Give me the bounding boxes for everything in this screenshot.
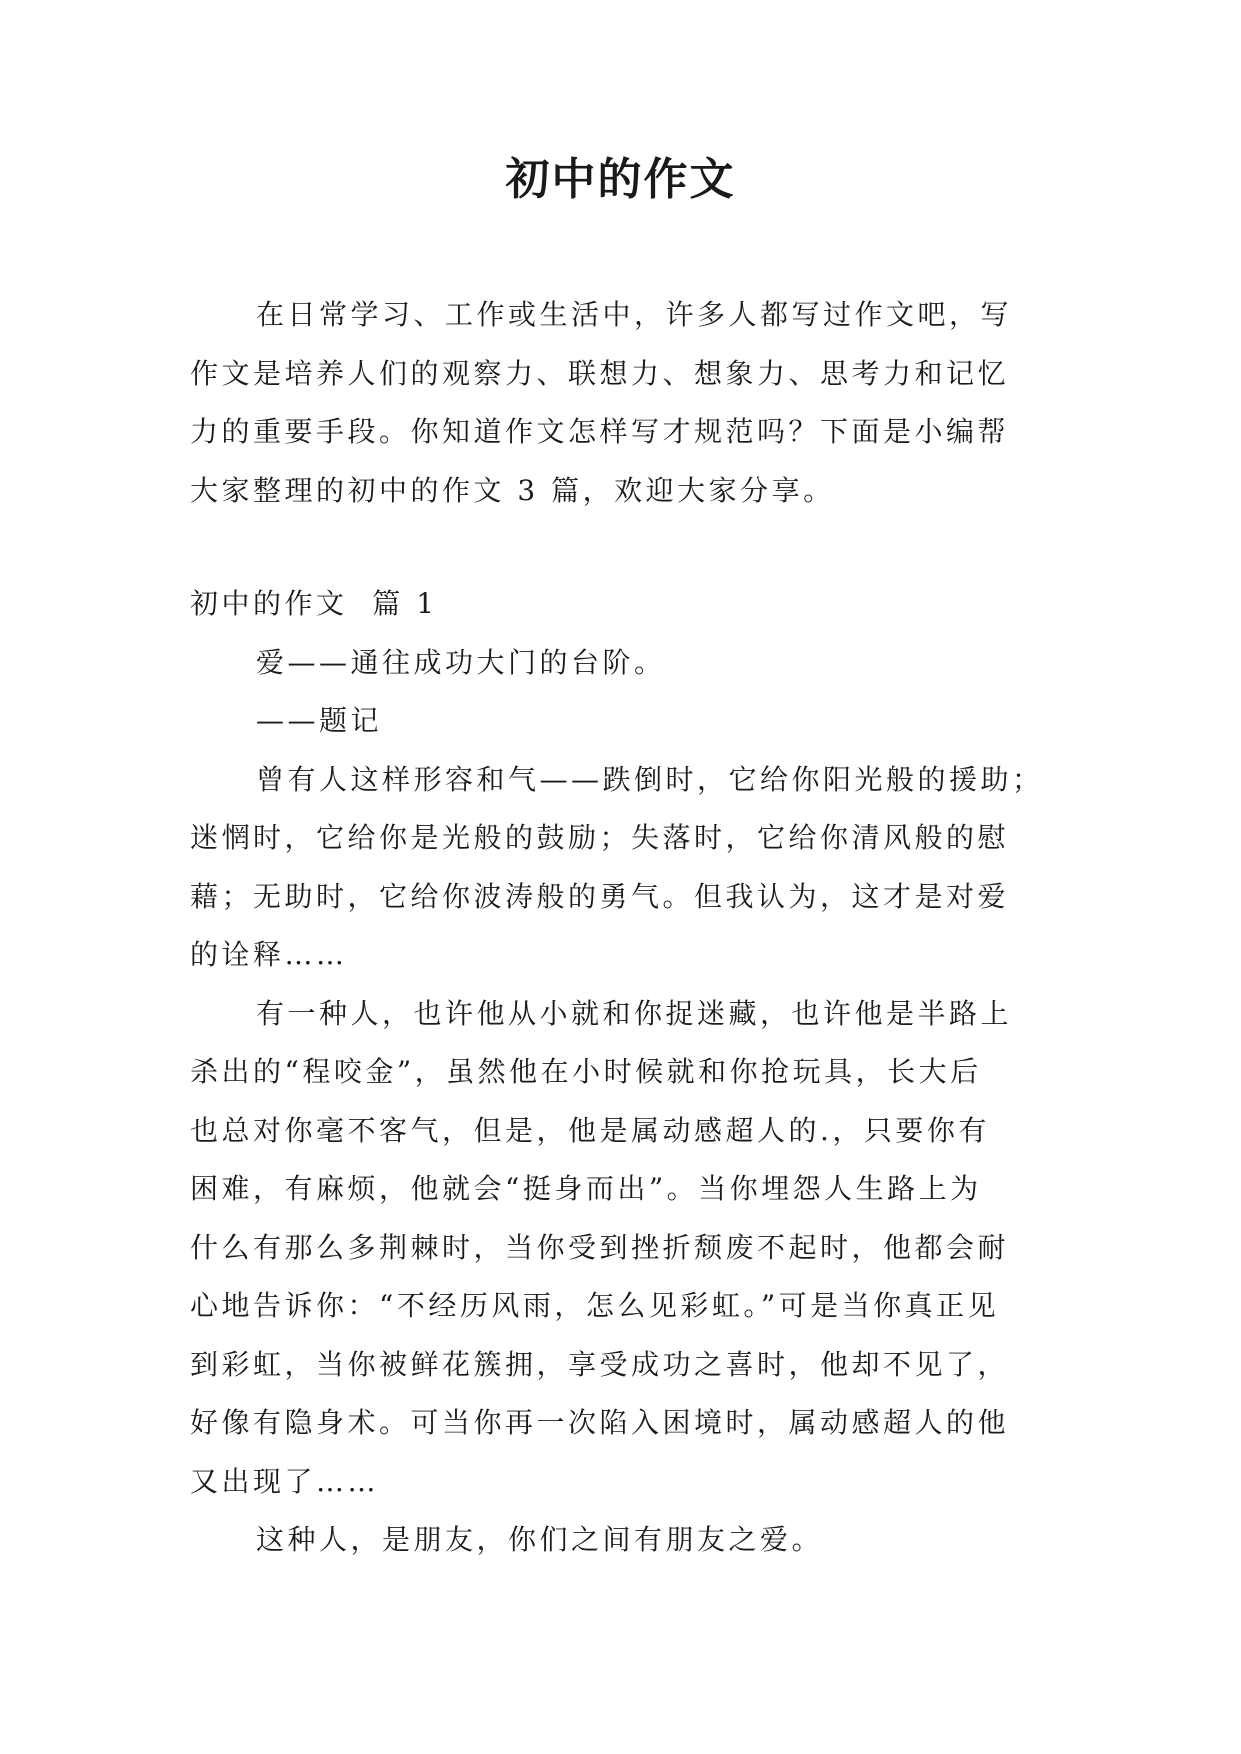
paragraph-line: 曾有人这样形容和气——跌倒时，它给你阳光般的援助； [256, 762, 1044, 796]
intro-line: 作文是培养人们的观察力、联想力、想象力、思考力和记忆 [190, 356, 1010, 390]
paragraph-line: 心地告诉你：“不经历风雨，怎么见彩虹。”可是当你真正见 [190, 1289, 1000, 1322]
paragraph-line: 好像有隐身术。可当你再一次陷入困境时，属动感超人的他 [190, 1406, 1010, 1439]
paragraph-line: 的诠释…… [190, 938, 348, 971]
paragraph-line: 藉；无助时，它给你波涛般的勇气。但我认为，这才是对爱 [190, 879, 1010, 913]
intro-line: 大家整理的初中的作文 3 篇，欢迎大家分享。 [190, 473, 835, 507]
page-title: 初中的作文 [505, 154, 736, 205]
paragraph-line: 什么有那么多荆棘时，当你受到挫折颓废不起时，他都会耐 [190, 1230, 1010, 1264]
intro-paragraph [190, 286, 1050, 520]
essay-section-1 [190, 575, 1050, 1570]
paragraph-line: 这种人，是朋友，你们之间有朋友之爱。 [256, 1523, 824, 1556]
intro-line: 力的重要手段。你知道作文怎样写才规范吗？下面是小编帮 [190, 415, 1010, 448]
intro-line: 在日常学习、工作或生活中，许多人都写过作文吧，写 [256, 298, 1013, 331]
paragraph-line: 迷惘时，它给你是光般的鼓励；失落时，它给你清风般的慰 [190, 821, 1010, 854]
paragraph-line: 困难，有麻烦，他就会“挺身而出”。当你埋怨人生路上为 [190, 1172, 982, 1205]
paragraph-line: 杀出的“程咬金”，虽然他在小时候就和你抢玩具，长大后 [190, 1055, 982, 1088]
paragraph-line: 又出现了…… [190, 1464, 380, 1498]
epigraph-line: 爱——通往成功大门的台阶。 [256, 645, 666, 679]
epigraph-attribution: ——题记 [256, 704, 383, 737]
section-heading: 初中的作文 篇 1 [190, 587, 438, 620]
paragraph-line: 有一种人，也许他从小就和你捉迷藏，也许他是半路上 [256, 996, 1013, 1030]
paragraph-line: 到彩虹，当你被鲜花簇拥，享受成功之喜时，他却不见了， [190, 1347, 1010, 1381]
paragraph-line: 也总对你毫不客气，但是，他是属动感超人的.，只要你有 [190, 1113, 990, 1147]
